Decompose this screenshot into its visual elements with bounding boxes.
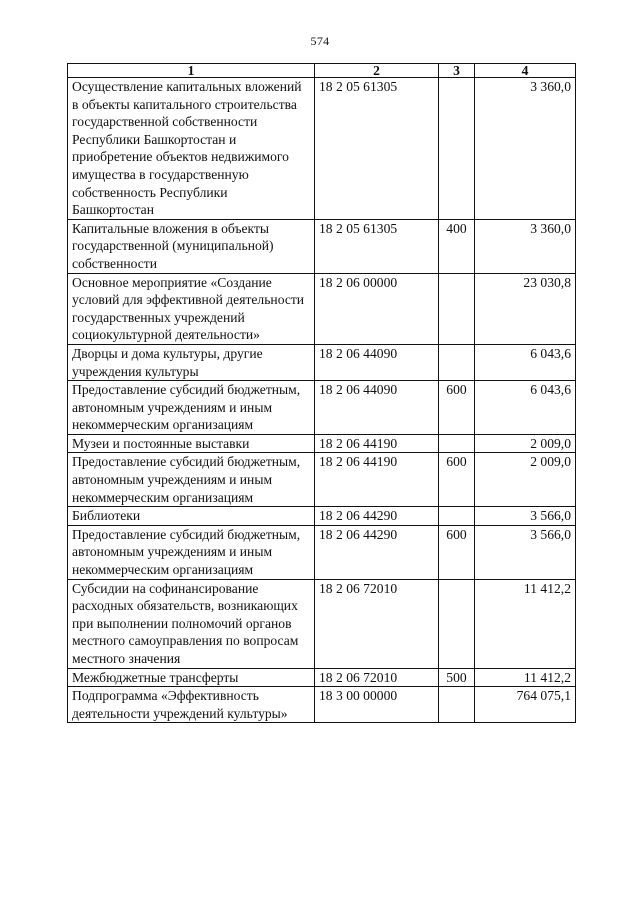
expense-type-code	[439, 507, 475, 526]
table-row	[68, 78, 576, 220]
amount-value: 6 043,6	[475, 344, 576, 380]
expense-type-code	[439, 344, 475, 380]
expense-type-code	[439, 687, 475, 723]
column-header-4: 4	[475, 64, 576, 78]
target-article-code: 18 2 06 44090	[315, 381, 439, 435]
table-row	[68, 525, 576, 579]
amount-value: 3 360,0	[475, 78, 576, 220]
target-article-code: 18 2 06 72010	[315, 668, 439, 687]
expense-name: Субсидии на софинансирование расходных обязательств, возникающих при выполнении полномочий органов местного самоуправления по вопросам местного значения	[68, 579, 315, 668]
expense-name: Музеи и постоянные выставки	[68, 434, 315, 453]
amount-value: 3 360,0	[475, 219, 576, 273]
column-header-2: 2	[315, 64, 439, 78]
target-article-code: 18 2 06 72010	[315, 579, 439, 668]
table-row	[68, 579, 576, 668]
table-row	[68, 219, 576, 273]
amount-value: 2 009,0	[475, 453, 576, 507]
table-row	[68, 344, 576, 380]
expense-name: Предоставление субсидий бюджетным, автономным учреждениям и иным некоммерческим организациям	[68, 453, 315, 507]
header-row	[68, 64, 576, 78]
table-row	[68, 453, 576, 507]
expense-type-code	[439, 434, 475, 453]
expense-name: Подпрограмма «Эффективность деятельности учреждений культуры»	[68, 687, 315, 723]
target-article-code: 18 2 05 61305	[315, 78, 439, 220]
target-article-code: 18 2 05 61305	[315, 219, 439, 273]
table-row	[68, 434, 576, 453]
budget-table	[67, 63, 576, 723]
expense-name: Дворцы и дома культуры, другие учреждения культуры	[68, 344, 315, 380]
expense-type-code: 600	[439, 525, 475, 579]
expense-type-code: 500	[439, 668, 475, 687]
expense-name: Капитальные вложения в объекты государственной (муниципальной) собственности	[68, 219, 315, 273]
amount-value: 23 030,8	[475, 273, 576, 344]
target-article-code: 18 3 00 00000	[315, 687, 439, 723]
expense-type-code: 400	[439, 219, 475, 273]
expense-name: Библиотеки	[68, 507, 315, 526]
table-row	[68, 507, 576, 526]
expense-name: Предоставление субсидий бюджетным, автономным учреждениям и иным некоммерческим организациям	[68, 525, 315, 579]
expense-type-code	[439, 273, 475, 344]
expense-name: Основное мероприятие «Создание условий для эффективной деятельности государственных учреждений социокультурной деятельности»	[68, 273, 315, 344]
target-article-code: 18 2 06 44190	[315, 434, 439, 453]
expense-type-code	[439, 579, 475, 668]
target-article-code: 18 2 06 44290	[315, 525, 439, 579]
column-header-1: 1	[68, 64, 315, 78]
table-row	[68, 687, 576, 723]
table-row	[68, 668, 576, 687]
target-article-code: 18 2 06 00000	[315, 273, 439, 344]
amount-value: 11 412,2	[475, 579, 576, 668]
target-article-code: 18 2 06 44090	[315, 344, 439, 380]
expense-type-code	[439, 78, 475, 220]
amount-value: 2 009,0	[475, 434, 576, 453]
expense-name: Осуществление капитальных вложений в объекты капитального строительства государственной собственности Республики Башкортостан и приобретение объектов недвижимого имущества в государственную собственность Республики Башкортостан	[68, 78, 315, 220]
expense-type-code: 600	[439, 453, 475, 507]
amount-value: 11 412,2	[475, 668, 576, 687]
expense-name: Межбюджетные трансферты	[68, 668, 315, 687]
amount-value: 3 566,0	[475, 525, 576, 579]
target-article-code: 18 2 06 44290	[315, 507, 439, 526]
amount-value: 3 566,0	[475, 507, 576, 526]
amount-value: 764 075,1	[475, 687, 576, 723]
table-row	[68, 381, 576, 435]
expense-type-code: 600	[439, 381, 475, 435]
amount-value: 6 043,6	[475, 381, 576, 435]
table-row	[68, 273, 576, 344]
page-number: 574	[310, 34, 330, 48]
column-header-3: 3	[439, 64, 475, 78]
expense-name: Предоставление субсидий бюджетным, автономным учреждениям и иным некоммерческим организациям	[68, 381, 315, 435]
target-article-code: 18 2 06 44190	[315, 453, 439, 507]
